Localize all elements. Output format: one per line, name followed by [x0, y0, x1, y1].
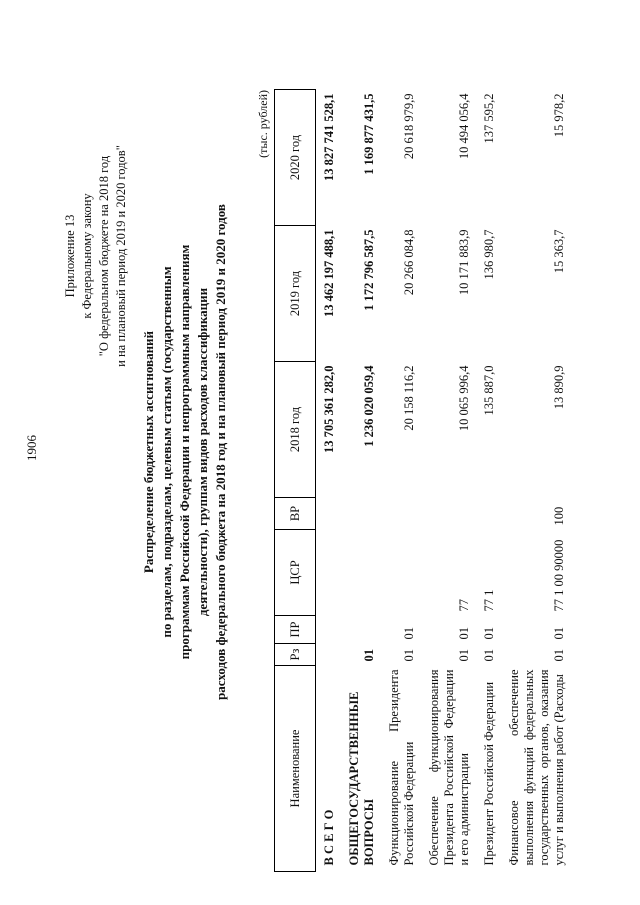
title-line: программам Российской Федерации и непрограммным направлениям	[177, 244, 192, 660]
row-rz: 01	[457, 649, 471, 662]
header-csr: ЦСР	[275, 530, 316, 616]
row-rz	[316, 644, 342, 666]
table-row	[316, 90, 342, 872]
header-name: Наименование	[275, 666, 316, 872]
table-header-row	[275, 90, 316, 872]
appendix-line: и на плановый период 2019 и 2020 годов"	[114, 145, 128, 367]
row-csr: 77 1 00 90000	[552, 539, 566, 612]
title-line: по разделам, подразделам, целевым статьям (государственным	[159, 266, 174, 638]
row-2018: 1 236 020 059,4	[362, 365, 376, 447]
row-2018: 13 890,9	[552, 365, 566, 410]
row-csr	[341, 530, 381, 616]
table-row	[341, 90, 381, 872]
header-rz: Рз	[275, 644, 316, 666]
row-name: Обеспечение функционирования Президента Российской Федерации и его администрации	[427, 669, 471, 866]
row-2019: 13 462 197 488,1	[322, 229, 336, 317]
title-line: Распределение бюджетных ассигнований	[141, 330, 156, 574]
row-pr	[341, 616, 381, 644]
row-vr	[381, 498, 421, 530]
title-line: расходов федерального бюджета на 2018 год и на плановый период 2019 и 2020 годов	[213, 204, 228, 700]
row-pr: 01	[457, 627, 471, 640]
appendix-line: к Федеральному закону	[80, 193, 94, 319]
header-2019: 2019 год	[275, 226, 316, 362]
row-2019: 1 172 796 587,5	[362, 229, 376, 311]
row-csr	[316, 530, 342, 616]
rotated-page-content	[56, 82, 636, 872]
row-2019: 10 171 883,9	[457, 229, 471, 296]
header-2020: 2020 год	[275, 90, 316, 226]
row-2020: 1 169 877 431,5	[362, 93, 376, 175]
row-2018: 13 705 361 282,0	[322, 365, 336, 453]
row-vr	[476, 498, 501, 530]
row-vr	[341, 498, 381, 530]
row-pr: 01	[482, 627, 496, 640]
row-name: Функционирование Президента Российской Федерации	[387, 669, 416, 866]
table-row	[476, 90, 501, 872]
row-rz: 01	[402, 649, 416, 662]
row-rz: 01	[362, 649, 376, 662]
row-2020: 137 595,2	[482, 93, 496, 144]
row-pr: 01	[552, 627, 566, 640]
table-row	[421, 90, 476, 872]
header-vr: ВР	[275, 498, 316, 530]
table-row	[501, 90, 571, 872]
row-2020: 10 494 056,4	[457, 93, 471, 160]
appendix-note	[62, 100, 130, 412]
row-rz: 01	[552, 649, 566, 662]
row-2019: 136 980,7	[482, 229, 496, 280]
document-title	[140, 152, 230, 752]
row-vr: 100	[552, 506, 566, 526]
row-vr	[421, 498, 476, 530]
row-2018: 20 158 116,2	[402, 365, 416, 431]
row-2020: 20 618 979,9	[402, 93, 416, 160]
row-2019: 20 266 084,8	[402, 229, 416, 296]
header-pr: ПР	[275, 616, 316, 644]
units-note: (тыс. рублей)	[256, 90, 270, 158]
row-pr: 01	[402, 627, 416, 640]
row-name: ОБЩЕГОСУДАРСТВЕННЫЕ ВОПРОСЫ	[347, 691, 376, 866]
row-name: Финансовое обеспечение выполнения функций федеральных государственных органов, оказания услуг и выполнения работ (Расходы	[507, 669, 566, 866]
row-2018: 10 065 996,4	[457, 365, 471, 432]
row-2018: 135 887,0	[482, 365, 496, 416]
appendix-line: "О федеральном бюджете на 2018 год	[97, 155, 111, 357]
budget-table	[274, 89, 571, 872]
row-2020: 13 827 741 528,1	[322, 93, 336, 181]
row-csr: 77	[457, 599, 471, 612]
row-pr	[316, 616, 342, 644]
row-2020: 15 978,2	[552, 93, 566, 138]
table-row	[381, 90, 421, 872]
header-2018: 2018 год	[275, 362, 316, 498]
title-line: деятельности), группам видов расходов классификации	[195, 287, 210, 617]
appendix-line: Приложение 13	[63, 214, 77, 298]
row-csr	[381, 530, 421, 616]
page-number: 1906	[24, 435, 39, 461]
row-2019: 15 363,7	[552, 229, 566, 274]
row-csr: 77 1	[482, 589, 496, 612]
row-rz: 01	[482, 649, 496, 662]
row-name: В С Е Г О	[322, 809, 336, 866]
row-vr	[316, 498, 342, 530]
row-name: Президент Российской Федерации	[482, 681, 496, 866]
